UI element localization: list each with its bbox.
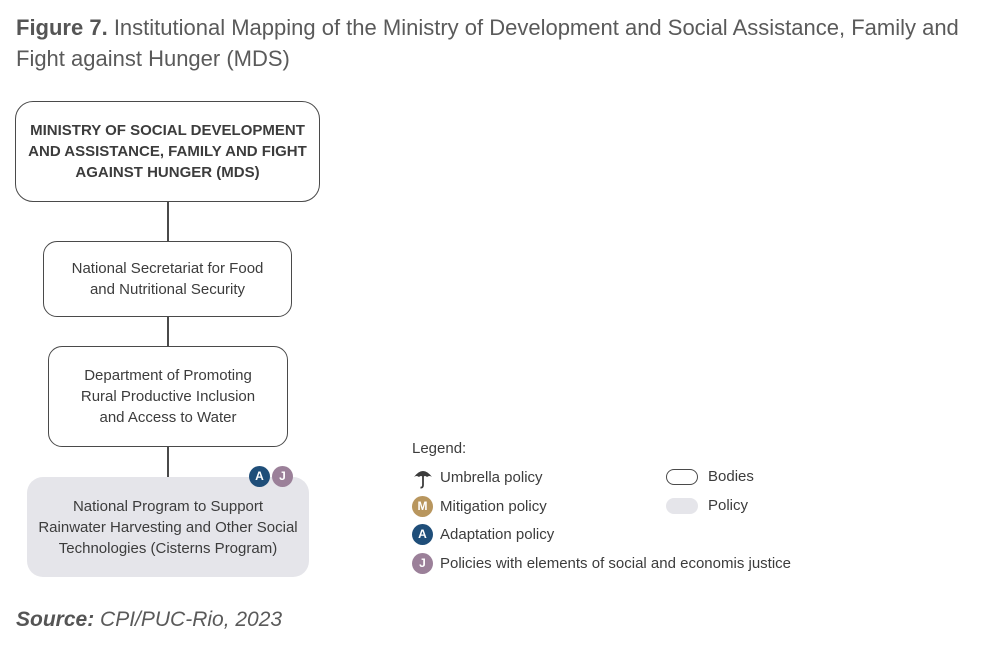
source-text: CPI/PUC-Rio, 2023: [100, 608, 283, 631]
node-cisterns-program: [27, 477, 309, 577]
legend-umbrella-label: Umbrella policy: [440, 469, 543, 486]
mitigation-badge-icon: [412, 496, 433, 517]
legend-justice-label: Policies with elements of social and economis justice: [440, 555, 791, 572]
node-department-label: Department of Promoting Rural Productive Inclusion and Access to Water: [80, 367, 256, 426]
mitigation-badge: M: [412, 496, 433, 517]
node-secretariat: [43, 241, 292, 317]
figure-title: [16, 12, 996, 74]
legend-adaptation: [412, 524, 554, 545]
bodies-swatch-icon: [666, 469, 698, 485]
umbrella-icon: [412, 467, 433, 488]
legend-bodies-label: Bodies: [708, 468, 754, 485]
connector-secretariat-department: [167, 317, 169, 346]
legend-bodies: [666, 468, 754, 485]
node-ministry-label: MINISTRY OF SOCIAL DEVELOPMENT AND ASSISTANCE, FAMILY AND FIGHT AGAINST HUNGER (MDS): [28, 122, 307, 181]
source-line: [16, 608, 282, 632]
legend-mitigation: [412, 496, 547, 517]
connector-department-program: [167, 447, 169, 477]
connector-ministry-secretariat: [167, 202, 169, 241]
legend-policy-label: Policy: [708, 497, 749, 514]
legend-title: Legend:: [412, 440, 467, 457]
node-department: [48, 346, 288, 447]
legend-umbrella: [412, 467, 543, 488]
node-cisterns-program-label: National Program to Support Rainwater Harvesting and Other Social Technologies (Cisterns Program): [38, 497, 298, 557]
adaptation-badge-icon: [412, 524, 433, 545]
legend-adaptation-badge: A: [412, 524, 433, 545]
source-label: Source:: [16, 608, 95, 631]
legend-adaptation-label: Adaptation policy: [440, 526, 555, 543]
legend-justice: [412, 553, 791, 574]
figure-label: Figure 7.: [16, 15, 108, 40]
justice-badge-icon: [412, 553, 433, 574]
legend-justice-badge: J: [412, 553, 433, 574]
legend-policy: [666, 497, 748, 514]
node-secretariat-label: National Secretariat for Food and Nutritional Security: [71, 260, 264, 298]
figure-title-text: Institutional Mapping of the Ministry of Development and Social Assistance, Family and Fight against Hunger (MDS): [16, 15, 959, 71]
adaptation-badge: A: [249, 466, 270, 487]
policy-swatch-icon: [666, 498, 698, 514]
node-ministry: [15, 101, 320, 202]
legend-mitigation-label: Mitigation policy: [440, 498, 547, 515]
justice-badge: J: [272, 466, 293, 487]
